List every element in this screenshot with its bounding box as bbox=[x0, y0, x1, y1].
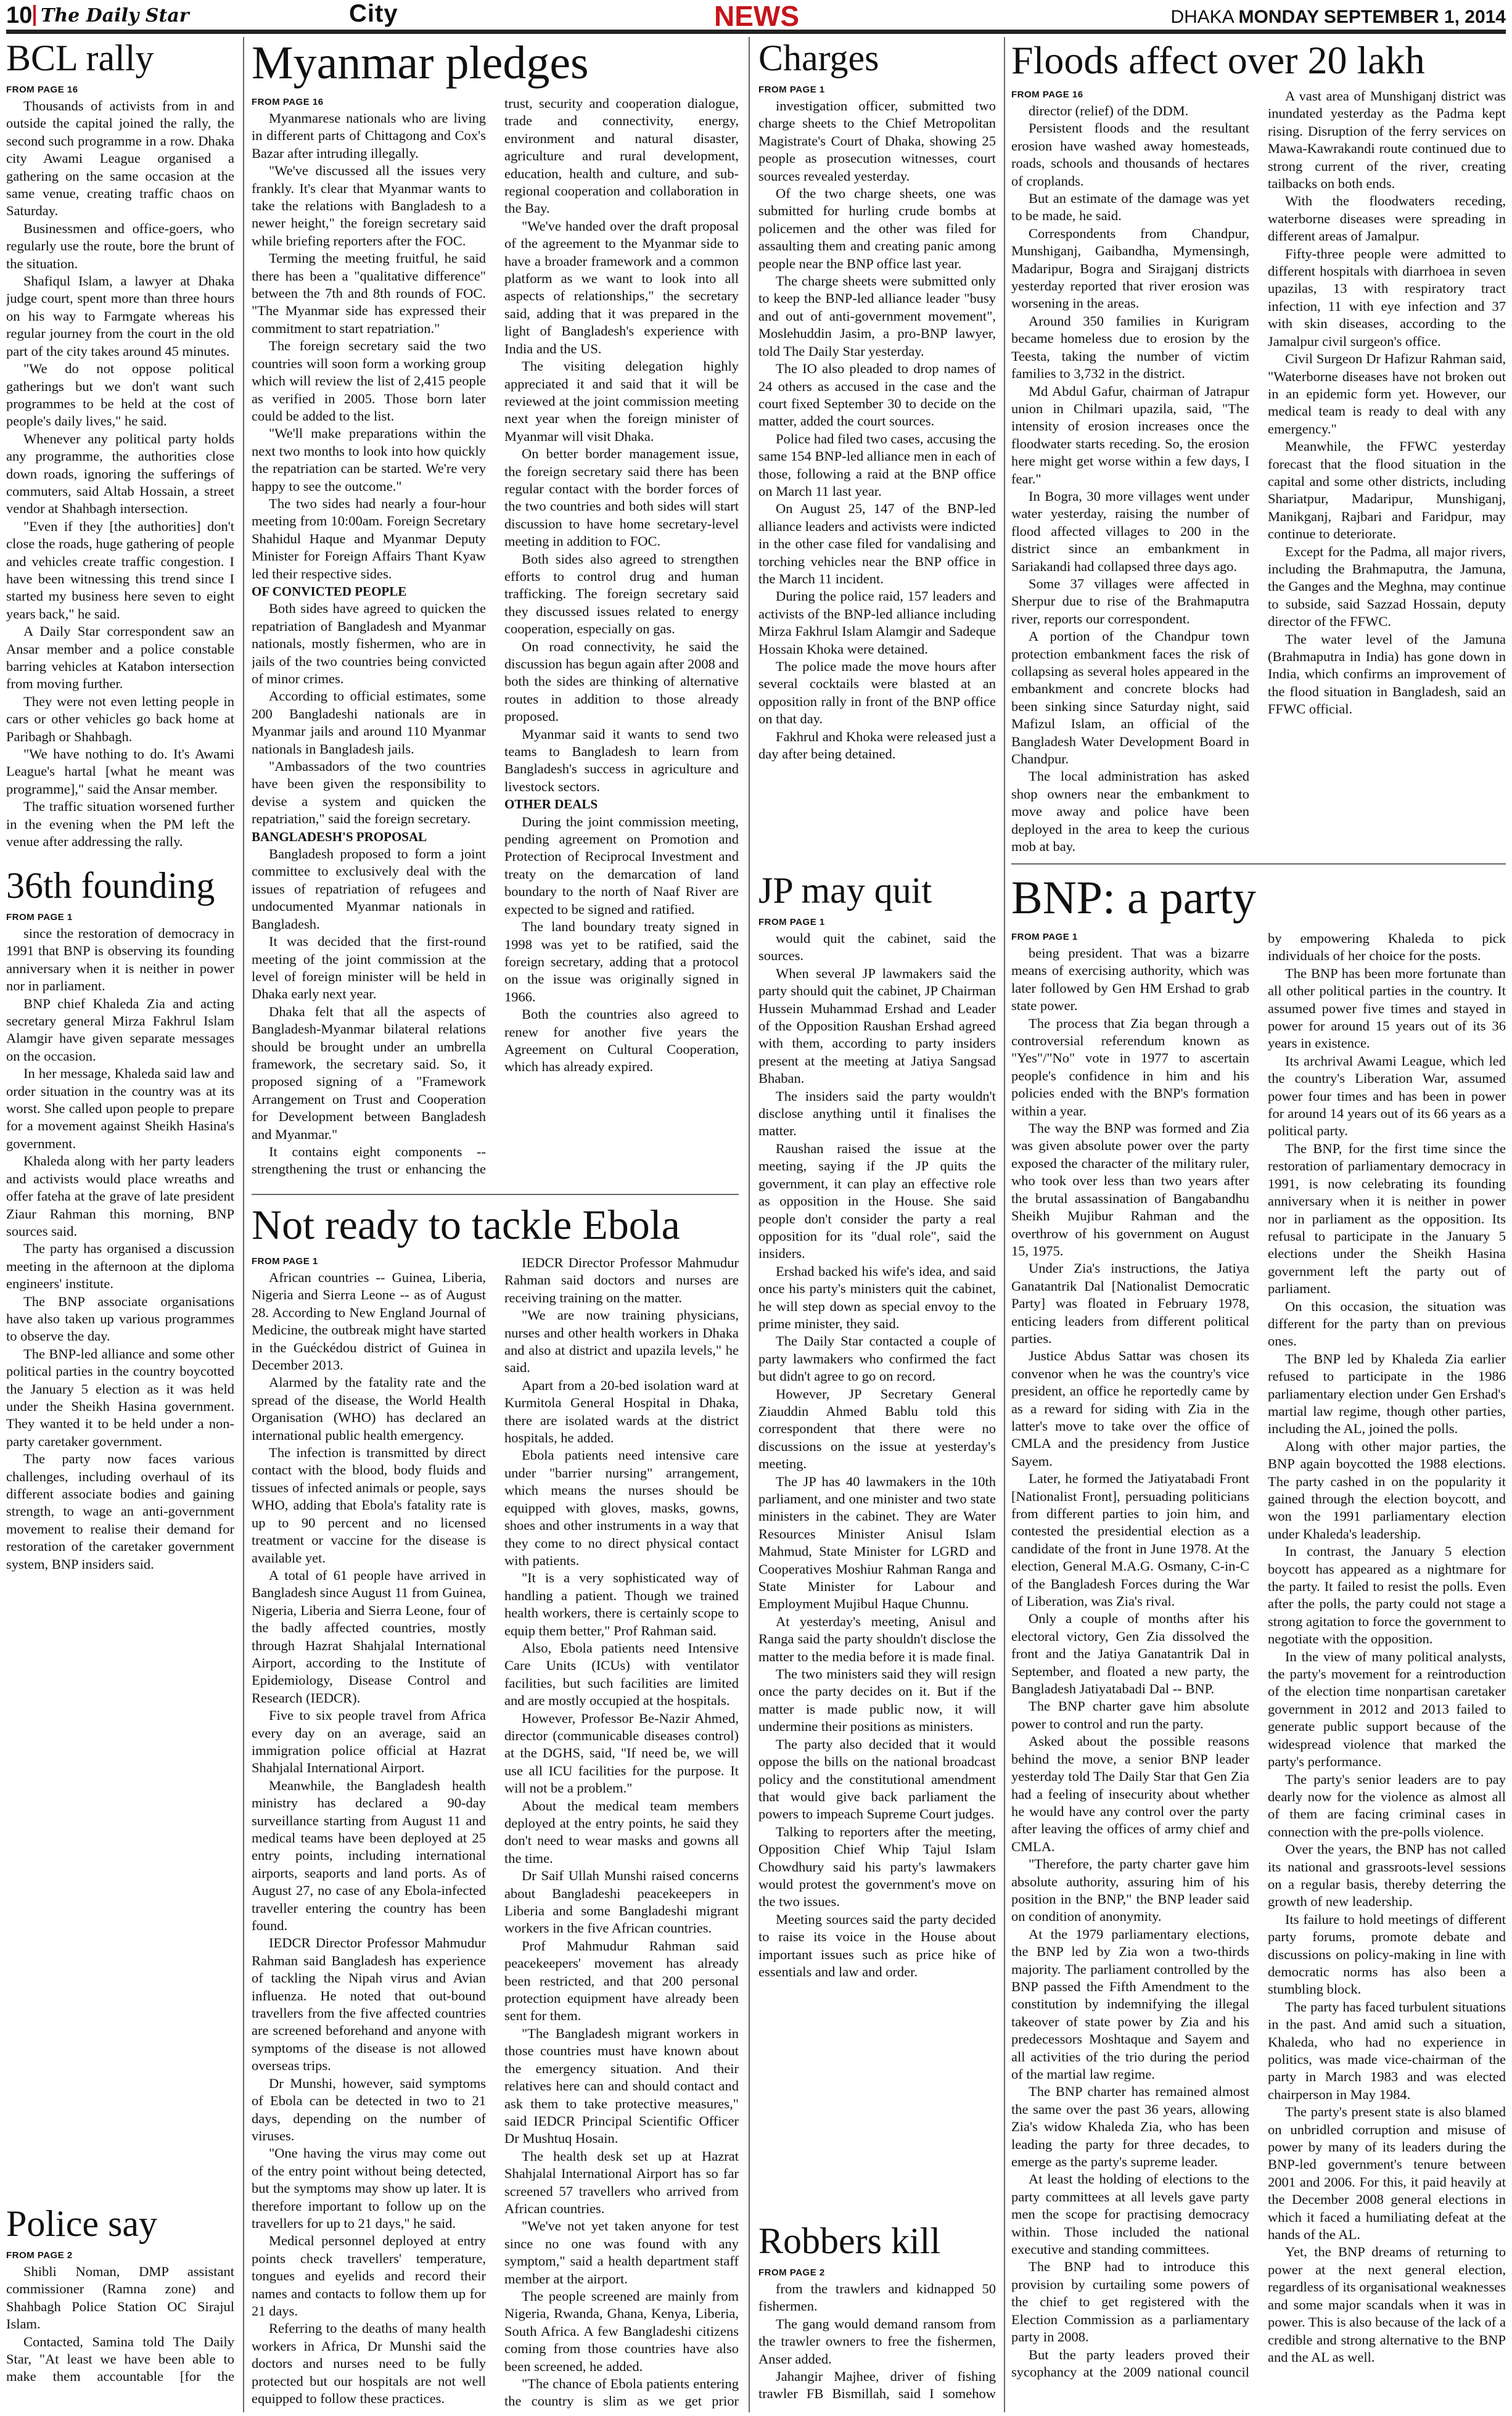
article-body bbox=[6, 83, 234, 856]
article-body bbox=[6, 2248, 234, 2411]
paragraph: Dr Saif Ullah Munshi raised concerns about Bangladeshi peacekeepers in Liberia and some Bangladeshi migrant workers in the five African countries. bbox=[504, 1868, 739, 1936]
paragraph: BNP chief Khaleda Zia and acting secretary general Mirza Fakhrul Islam Alamgir have given separate messages on the occasion. bbox=[6, 995, 234, 1064]
paragraph: "We've not yet taken anyone for test since no one was found with any symptom," said a health department staff member at the airport. bbox=[504, 2218, 739, 2287]
headline: Police say bbox=[6, 2203, 157, 2244]
article-body bbox=[6, 910, 234, 2195]
paragraph: Businessmen and office-goers, who regularly use the route, bore the brunt of the situation. bbox=[6, 220, 234, 271]
paragraph: Only a couple of months after his electoral victory, Gen Zia dissolved the front and the Jatiya Ganatantrik Dal in September, and floated a new party, the Bangladesh Jatiyatabadi Dal -- BNP. bbox=[1011, 1611, 1249, 1697]
paragraph: "Therefore, the party charter gave him absolute authority, assuring him of his position in the BNP," the BNP leader said on condition of anonymity. bbox=[1011, 1856, 1249, 1925]
issue-date bbox=[1170, 6, 1506, 28]
article-body bbox=[252, 1254, 739, 2411]
paragraph: During the police raid, 157 leaders and activists of the BNP-led alliance including Mirza Fakhrul Islam Alamgir and Sadeque Hossain Khoka were detained. bbox=[758, 588, 996, 657]
paragraph: "One having the virus may come out of the entry point without being detected, but the symptoms may show up later. It is therefore important to follow up on the travellers for up to 21 days," he said. bbox=[252, 2145, 486, 2231]
article-body bbox=[1011, 88, 1506, 856]
paragraph: A Daily Star correspondent saw an Ansar member and a police constable barring vehicles at Katabon intersection from moving further. bbox=[6, 623, 234, 692]
paragraph: The infection is transmitted by direct contact with the blood, body fluids and tissues of infected animals or people, says WHO, adding that Ebola's fatality rate is up to 90 percent and no licensed treatment or vaccine for the disease is available yet. bbox=[252, 1445, 486, 1566]
column-rule bbox=[243, 37, 244, 2412]
paragraph: Fifty-three people were admitted to different hospitals with diarrhoea in seven upazilas, 13 with respiratory tract infection, 11 with eye infection and 37 with skin diseases, according to the Jamalpur civil surgeon's office. bbox=[1268, 245, 1506, 349]
masthead bbox=[6, 2, 1506, 34]
paragraph: Also, Ebola patients need Intensive Care Units (ICUs) with ventilator facilities, but such facilities are limited and are mostly occupied at the hospitals. bbox=[504, 1640, 739, 1709]
headline: Charges bbox=[758, 38, 879, 78]
paragraph: It contains eight components -- strengthening the trust or enhancing the trust, security and cooperation dialogue, trade and connectivity, energy, environment and natural disaster, agriculture and rural development, education, health and culture, and sub-regional cooperation and collaboration in the Bay. bbox=[252, 96, 739, 1177]
headline: Myanmar pledges bbox=[252, 37, 589, 89]
paragraph: A vast area of Munshiganj district was inundated yesterday as the Padma kept rising. Disruption of the ferry services on Mawa-Kawrakandi route continued due to strong current of the river, creating tailbacks on both ends. bbox=[1268, 88, 1506, 192]
paragraph: The gang would demand ransom from the trawler owners to free the fishermen, Anser added. bbox=[758, 2315, 996, 2367]
column-rule bbox=[749, 37, 750, 2412]
paragraph: Talking to reporters after the meeting, Opposition Chief Whip Tajul Islam Chowdhury said his party's lawmakers would protest the government's move on the two issues. bbox=[758, 1823, 996, 1910]
paragraph: Around 350 families in Kurigram became homeless due to erosion by the Teesta, taking the number of victim families to 3,732 in the district. bbox=[1011, 313, 1249, 382]
paragraph: Prof Mahmudur Rahman said peacekeepers' movement has already been restricted, and that 200 personal protection equipment have already been sent for them. bbox=[504, 1937, 739, 2024]
paragraph: The party also decided that it would oppose the bills on the national broadcast policy and the constitutional amendment that would give back parliament the powers to impeach Supreme Court judges. bbox=[758, 1736, 996, 1822]
paragraph: Fakhrul and Khoka were released just a day after being detained. bbox=[758, 728, 996, 762]
paragraph: But the party leaders proved their sycophancy at the 2009 national council by empowering Khaleda to pick individuals of her choice for the posts. bbox=[1011, 931, 1506, 2380]
subhead: OTHER DEALS bbox=[504, 797, 598, 812]
paragraph: According to official estimates, some 200 Bangladeshi nationals are in Myanmar jails and around 110 Myanmar nationals in Bangladesh jails. bbox=[252, 688, 486, 757]
paragraph: The JP has 40 lawmakers in the 10th parliament, and one minister and two state ministers in the cabinet. They are Water Resources Minister Anisul Islam Mahmud, State Minister for LGRD and Cooperatives Moshiur Rahman Ranga and State Minister for Labour and Employment Mujibul Haque Chunnu. bbox=[758, 1473, 996, 1612]
dateline: FROM PAGE 1 bbox=[758, 917, 825, 927]
dateline: FROM PAGE 1 bbox=[1011, 932, 1078, 942]
paragraph: "The Bangladesh migrant workers in those countries must have known about the emergency situation. And their relatives here can and should contact and ask them to take protective measures," said IEDCR Principal Scientific Officer Dr Mushtuq Hosain. bbox=[504, 2025, 739, 2147]
paragraph: The party's present state is also blamed on unbridled corruption and misuse of power by many of its leaders during the BNP-led government's tenure between 2001 and 2006. For this, it paid heavily at the December 2008 general elections in which it faced a humiliating defeat at the hands of the AL. bbox=[1268, 2104, 1506, 2243]
section-name: City bbox=[349, 0, 398, 27]
paragraph: Of the two charge sheets, one was submitted for hurling crude bombs at policemen and the other was filed for assaulting them and creating panic among people near the BNP office last year. bbox=[758, 186, 996, 271]
dateline: FROM PAGE 16 bbox=[6, 84, 78, 95]
paragraph: The party has organised a discussion meeting in the afternoon at the diploma engineers' institute. bbox=[6, 1241, 234, 1292]
paragraph: "We do not oppose political gatherings but we don't want such programmes to be held at the cost of people's daily lives," he said. bbox=[6, 361, 234, 429]
paragraph: The IO also pleaded to drop names of 24 others as accused in the case and the court fixed September 30 to decide on the matter, added the court sources. bbox=[758, 361, 996, 429]
paragraph: In contrast, the January 5 election boycott has appeared as a nightmare for the party. It failed to resist the polls. Even after the polls, the party could not stage a strong agitation to force the government to negotiate with the opposition. bbox=[1268, 1543, 1506, 1647]
paragraph: The way the BNP was formed and Zia was given absolute power over the party exposed the character of the military ruler, who took over less than two years after the brutal assassination of Bangabandhu Sheikh Mujibur Rahman and the overthrow of his government on August 15, 1975. bbox=[1011, 1120, 1249, 1259]
headline: Not ready to tackle Ebola bbox=[252, 1201, 680, 1248]
paragraph: Except for the Padma, all major rivers, including the Brahmaputra, the Jamuna, the Ganges and the Meghna, may continue to subside, said Sazzad Hossain, deputy director of the FFWC. bbox=[1268, 543, 1506, 630]
dateline: FROM PAGE 1 bbox=[758, 84, 825, 95]
paragraph: The BNP charter has remained almost the same over the past 36 years, allowing Zia's widow Khaleda Zia, who has been leading the party for three decades, to emerge as the party's supreme leader. bbox=[1011, 2084, 1249, 2170]
masthead-divider bbox=[33, 5, 36, 26]
paragraph: Dhaka felt that all the aspects of Bangladesh-Myanmar bilateral relations should be brought under an umbrella framework, the secretary said. So, it proposed signing of a "Framework Arrangement on Trust and Cooperation for Development between Bangladesh and Myanmar." bbox=[252, 1003, 486, 1142]
paragraph: IEDCR Director Professor Mahmudur Rahman said Bangladesh has experience of tackling the Nipah virus and Avian influenza. He noted that out-bound travellers from the five affected countries are screened beforehand and anyone with symptoms of the disease is not allowed overseas trips. bbox=[252, 1935, 486, 2074]
paragraph: In Bogra, 30 more villages went under water yesterday, raising the number of flood affected villages to 200 in the district since an embankment in Sariakandi had collapsed three days ago. bbox=[1011, 488, 1249, 574]
article-robbers-kill bbox=[758, 2220, 996, 2412]
page-number: 10 bbox=[6, 2, 33, 28]
paragraph: The BNP had to introduce this provision by curtailing some powers of the chief to get registered with the Election Commission as a parliamentary party in 2008. bbox=[1011, 2259, 1249, 2345]
paragraph: Myanmar said it wants to send two teams to Bangladesh to learn from Bangladesh's success in agriculture and livestock sectors. bbox=[504, 726, 739, 794]
paragraph: "Even if they [the authorities] don't close the roads, huge gathering of people and vehicles create traffic congestion. I have been witnessing this trend since I started my business here seven to eight years back," he said. bbox=[6, 518, 234, 622]
paragraph: Ebola patients need intensive care under "barrier nursing" arrangement, which means the nurses should be equipped with gloves, masks, gowns, shoes and other instruments in a way that they come to no direct physical contact with patients. bbox=[504, 1447, 739, 1568]
paragraph: In her message, Khaleda said law and order situation in the country was at its worst. She called upon people to prepare for a movement against Sheikh Hasina's government. bbox=[6, 1066, 234, 1151]
paragraph: Ershad backed his wife's idea, and said once his party's ministers quit the cabinet, he will step down as special envoy to the prime minister, they said. bbox=[758, 1263, 996, 1331]
subhead: BANGLADESH'S PROPOSAL bbox=[252, 829, 427, 844]
paragraph: Over the years, the BNP has not called its national and grassroots-level sessions on a regular basis, thereby deterring the growth of new leadership. bbox=[1268, 1841, 1506, 1910]
paragraph: African countries -- Guinea, Liberia, Nigeria and Sierra Leone -- as of August 28. According to New England Journal of Medicine, the outbreak might have started in the Guéckédou district of Guinea in December 2013. bbox=[252, 1270, 486, 1373]
headline: BNP: a party bbox=[1011, 872, 1256, 924]
article-not-ready-ebola bbox=[252, 1199, 739, 2412]
paragraph: The BNP has been more fortunate than all other political parties in the country. It assumed power five times and stayed in power for around 15 years out of its 36 years in existence. bbox=[1268, 965, 1506, 1051]
paragraph: Alarmed by the fatality rate and the spread of the disease, the World Health Organisation (WHO) has declared an international public health emergency. bbox=[252, 1374, 486, 1443]
paragraph: "We are now training physicians, nurses and other health workers in Dhaka and also at district and upazila levels," he said. bbox=[504, 1307, 739, 1376]
article-36th-founding bbox=[6, 865, 234, 2196]
paragraph: Correspondents from Chandpur, Munshiganj, Gaibandha, Mymensingh, Madaripur, Bogra and Sirajganj districts yesterday reported that river erosion was worsening in the areas. bbox=[1011, 225, 1249, 311]
dateline: FROM PAGE 1 bbox=[6, 912, 73, 922]
paragraph: Apart from a 20-bed isolation ward at Kurmitola General Hospital in Dhaka, there are isolated wards at the district hospitals, he added. bbox=[504, 1377, 739, 1446]
paragraph: Along with other major parties, the BNP again boycotted the 1988 elections. The party cashed in on the popularity it gained through the election boycott, and won the 1991 parliamentary election under Khaleda's leadership. bbox=[1268, 1438, 1506, 1542]
paragraph: Shafiqul Islam, a lawyer at Dhaka judge court, spent more than three hours on his way to Farmgate whereas his regular journey from the court in the old part of the city takes around 45 minutes. bbox=[6, 273, 234, 359]
dateline: FROM PAGE 1 bbox=[252, 1256, 318, 1267]
headline: 36th founding bbox=[6, 865, 215, 906]
paragraph: On road connectivity, he said the discussion has begun again after 2008 and both the sides are thinking of alternative routes in addition to those already proposed. bbox=[504, 638, 739, 725]
dateline: FROM PAGE 2 bbox=[758, 2267, 825, 2278]
paragraph: Shibli Noman, DMP assistant commissioner (Ramna zone) and Shahbagh Police Station OC Sirajul Islam. bbox=[6, 2264, 234, 2332]
paragraph: On this occasion, the situation was different for the party than on previous ones. bbox=[1268, 1298, 1506, 1349]
paragraph: Meeting sources said the party decided to raise its voice in the House about important issues such as price hike of essentials and law and order. bbox=[758, 1911, 996, 1979]
headline: JP may quit bbox=[758, 870, 932, 911]
paragraph: At least the holding of elections to the party committees at all levels gave party men the scope for practising democracy within. Those included the national executive and standing committees. bbox=[1011, 2171, 1249, 2258]
paragraph: With the floodwaters receding, waterborne diseases were spreading in different areas of Jamalpur. bbox=[1268, 193, 1506, 244]
paragraph: "We'll make preparations within the next two months to look into how quickly the repatriation can be started. We're very happy to see the outcome." bbox=[252, 425, 486, 494]
paragraph: The people screened are mainly from Nigeria, Rwanda, Ghana, Kenya, Liberia, South Africa. A few Bangladeshi citizens coming from those countries have also been screened, he added. bbox=[504, 2288, 739, 2374]
paragraph: Its failure to hold meetings of different party forums, promote debate and discussions on policy-making in line with democratic norms has also been a stumbling block. bbox=[1268, 1911, 1506, 1997]
paragraph: Jahangir Majhee, driver of fishing trawler FB Bismillah, said I somehow bbox=[758, 2369, 996, 2402]
paragraph: On August 25, 147 of the BNP-led alliance leaders and activists were indicted in the other case filed for vandalising and torching vehicles near the BNP office in the March 11 incident. bbox=[758, 501, 996, 586]
paragraph: During the joint commission meeting, pending agreement on Promotion and Protection of Reciprocal Investment and treaty on the demarcation of land boundary to the north of Naaf River are expected to be signed and ratified. bbox=[504, 813, 739, 917]
date-city: DHAKA bbox=[1170, 7, 1234, 27]
paragraph: being president. That was a bizarre means of exercising authority, which was later followed by Gen HM Ershad to grab state power. bbox=[1011, 945, 1249, 1014]
article-body bbox=[758, 83, 996, 862]
headline: Robbers kill bbox=[758, 2221, 940, 2261]
article-charges bbox=[758, 37, 996, 863]
paragraph: Contacted, Samina told The Daily Star, "At least we have been able to make them accountable [for the bbox=[6, 2333, 234, 2385]
paragraph: Some 37 villages were affected in Sherpur due to rise of the Brahmaputra river, reports our correspondent. bbox=[1011, 575, 1249, 627]
paragraph: Referring to the deaths of many health workers in Africa, Dr Munshi said the doctors and nurses need to be fully protected but our hospitals are not well equipped to follow these practices. bbox=[252, 2320, 486, 2406]
paragraph: The charge sheets were submitted only to keep the BNP-led alliance leader "busy and out of anti-government movement", Moslehuddin Jasim, a pro-BNP lawyer, told The Daily Star yesterday. bbox=[758, 273, 996, 359]
paragraph: "Ambassadors of the two countries have been given the responsibility to devise a system and quicken the repatriation," said the foreign secretary. bbox=[252, 758, 486, 827]
paragraph: On better border management issue, the foreign secretary said there has been regular contact with the border forces of the two countries and both sides will start discussion to have home secretary-level meeting in addition to FOC. bbox=[504, 446, 739, 549]
paragraph: "We've handed over the draft proposal of the agreement to the Myanmar side to have a broader framework and a common platform as we want to look into all aspects of relationships," the secretary said, adding that it was prepared in the light of Bangladesh's experience with India and the US. bbox=[504, 218, 739, 356]
paragraph: The insiders said the party wouldn't disclose anything until it finalises the matter. bbox=[758, 1088, 996, 1139]
paragraph: The visiting delegation highly appreciated it and said that it will be reviewed at the joint commission meeting next year when the foreign minister of Myanmar will visit Dhaka. bbox=[504, 358, 739, 444]
paragraph: The foreign secretary said the two countries will soon form a working group which will review the list of 2,415 people as verified in 2005. Those born later could be added to the list. bbox=[252, 338, 486, 424]
paragraph: Asked about the possible reasons behind the move, a senior BNP leader yesterday told The Daily Star that Gen Zia had a feeling of insecurity about whether he would have any control over the party after leaving the offices of army chief and CMLA. bbox=[1011, 1733, 1249, 1854]
paragraph: A portion of the Chandpur town protection embankment faces the risk of collapsing as several holes appeared in the embankment and concrete blocks had been sinking since Saturday night, said Mafizul Islam, an official of the Bangladesh Water Development Board in Chandpur. bbox=[1011, 628, 1249, 767]
paragraph: Raushan raised the issue at the meeting, saying if the JP quits the government, it can play an effective role as opposition in the House. She said people don't consider the party a real opposition for its "dual role", said the insiders. bbox=[758, 1140, 996, 1262]
paragraph: The BNP associate organisations have also taken up various programmes to observe the day. bbox=[6, 1293, 234, 1344]
paragraph: Police had filed two cases, accusing the same 154 BNP-led alliance men in each of those, following a raid at the BNP office on March 11 last year. bbox=[758, 430, 996, 499]
paragraph: The traffic situation worsened further in the evening when the PM left the venue after addressing the rally. bbox=[6, 799, 234, 850]
paragraph: Civil Surgeon Dr Hafizur Rahman said, "Waterborne diseases have not broken out in an epidemic form yet. However, our medical team is ready to deal with any emergency." bbox=[1268, 351, 1506, 437]
section-label: NEWS bbox=[714, 0, 799, 32]
paragraph: The two ministers said they will resign once the party decides on it. But if the matter is made public now, it will undermine their positions as ministers. bbox=[758, 1666, 996, 1735]
paragraph: The party now faces various challenges, including overhaul of its different associate bodies and gaining strength, to wage an anti-government movement to realise their demand for restoration of the caretaker government system, BNP insiders said. bbox=[6, 1451, 234, 1572]
paragraph: The BNP-led alliance and some other political parties in the country boycotted the January 5 election as it was held under the Sheikh Hasina government. They wanted it to be held under a non-party caretaker government. bbox=[6, 1346, 234, 1449]
paragraph: Under Zia's instructions, the Jatiya Ganatantrik Dal [Nationalist Democratic Party] was floated in February 1978, enticing leaders from different political parties. bbox=[1011, 1260, 1249, 1346]
article-bnp-party bbox=[1011, 869, 1506, 2412]
paragraph: The two sides had nearly a four-hour meeting from 10:00am. Foreign Secretary Shahidul Haque and Myanmar Deputy Minister for Foreign Affairs Thant Kyaw led their respective sides. bbox=[252, 495, 486, 581]
paragraph: The water level of the Jamuna (Brahmaputra in India) has gone down in India, which confirms an improvement of the flood situation in Bangladesh, said an FFWC official. bbox=[1268, 631, 1506, 717]
paragraph: About the medical team members deployed at the entry points, he said they don't need to wear masks and gowns all the time. bbox=[504, 1798, 739, 1866]
paragraph: "It is a very sophisticated way of handling a patient. Though we trained health workers, there is certainly scope to equip them better," Prof Rahman said. bbox=[504, 1570, 739, 1638]
paragraph: The party has faced turbulent situations in the past. And amid such a situation, Khaleda, who had no experience in politics, was made vice-chairman of the party in March 1983 and was elected chairperson in May 1984. bbox=[1268, 1999, 1506, 2102]
paragraph: Both sides have agreed to quicken the repatriation of Bangladesh and Myanmar nationals, mostly fishermen, who are in jails of the two countries being convicted of minor crimes. bbox=[252, 601, 486, 686]
paragraph: The land boundary treaty signed in 1998 was yet to be ratified, said the foreign secretary, adding that a protocol on the issue was originally signed in 1966. bbox=[504, 919, 739, 1005]
paragraph: The party's senior leaders are to pay dearly now for the violence as almost all of them are facing criminal cases in connection with the pre-polls violence. bbox=[1268, 1771, 1506, 1839]
paragraph: Five to six people travel from Africa every day on an average, said an immigration police official at Hazrat Shahjalal International Airport. bbox=[252, 1707, 486, 1776]
paragraph: Meanwhile, the FFWC yesterday forecast that the flood situation in the capital and some other districts, including Shariatpur, Madaripur, Munshiganj, Manikganj, Rajbari and Faridpur, may continue to deteriorate. bbox=[1268, 438, 1506, 542]
headline: Floods affect over 20 lakh bbox=[1011, 38, 1425, 82]
headline: BCL rally bbox=[6, 38, 154, 78]
article-body bbox=[758, 915, 996, 2213]
paragraph: It was decided that the first-round meeting of the joint commission at the level of foreign minister will be held in Dhaka early next year. bbox=[252, 934, 486, 1002]
paragraph: would quit the cabinet, said the sources. bbox=[758, 931, 996, 964]
paragraph: Bangladesh proposed to form a joint committee to exclusively deal with the issues of repatriation of refugees and undocumented Myanmar nationals in Bangladesh. bbox=[252, 846, 486, 932]
paragraph: The health desk set up at Hazrat Shahjalal International Airport has so far screened 57 travellers who arrived from African countries. bbox=[504, 2148, 739, 2216]
paragraph: At yesterday's meeting, Anisul and Ranga said the party shouldn't disclose the matter to the media before it is made final. bbox=[758, 1613, 996, 1664]
paragraph: director (relief) of the DDM. bbox=[1029, 103, 1189, 118]
paragraph: The process that Zia began through a controversial referendum known as "Yes"/"No" vote in 1977 to ascertain people's confidence in him and his policies ended with the BNP's formation within a year. bbox=[1011, 1015, 1249, 1119]
paragraph: In the view of many political analysts, the party's movement for a reintroduction of the election time nonpartisan caretaker government in 2012 and 2013 failed to generate public support because of the widespread violence that marked the party's performance. bbox=[1268, 1648, 1506, 1770]
paragraph: Medical personnel deployed at entry points check travellers' temperature, tongues and eyelids and record their names and contacts to follow them up for 21 days. bbox=[252, 2233, 486, 2319]
paragraph: The Daily Star contacted a couple of party lawmakers who confirmed the fact but didn't agree to go on record. bbox=[758, 1333, 996, 1384]
paragraph: from the trawlers and kidnapped 50 fishermen. bbox=[758, 2281, 996, 2314]
paragraph: since the restoration of democracy in 1991 that BNP is observing its founding anniversary when it is neither in power nor in parliament. bbox=[6, 926, 234, 994]
paragraph: Thousands of activists from in and outside the capital joined the rally, the second such programme in a row. Dhaka city Awami League organised a gathering on the same occasion at the same venue, creating traffic chaos on Saturday. bbox=[6, 98, 234, 219]
article-body bbox=[1011, 930, 1506, 2411]
paragraph: Later, he formed the Jatiyatabadi Front [Nationalist Front], persuading politicians from different parties to join him, and contested the presidential election as a candidate of the front in June 1978. At the election, General M.A.G. Osmany, C-in-C of the Bangladesh Forces during the War of Liberation, was Zia's rival. bbox=[1011, 1471, 1249, 1609]
article-floods bbox=[1011, 37, 1506, 857]
dateline: FROM PAGE 2 bbox=[6, 2250, 73, 2261]
paragraph: Dr Munshi, however, said symptoms of Ebola can be detected in two to 21 days, depending on the number of viruses. bbox=[252, 2075, 486, 2143]
paragraph: Its archrival Awami League, which led the country's Liberation War, assumed power four times and has been in power for around 14 years out of its 66 years as a political party. bbox=[1268, 1053, 1506, 1139]
paragraph: When several JP lawmakers said the party should quit the cabinet, JP Chairman Hussein Muhammad Ershad and Leader of the Opposition Raushan Ershad agreed with them, according to party insiders present at the meeting at Jatiya Sangsad Bhaban. bbox=[758, 965, 996, 1087]
dateline: FROM PAGE 16 bbox=[252, 97, 324, 107]
paragraph: Whenever any political party holds any programme, the authorities close down roads, ignoring the sufferings of commuters, said Altab Hossain, a street vendor at Shahbagh intersection. bbox=[6, 430, 234, 517]
paragraph: The BNP, for the first time since the restoration of parliamentary democracy in 1991, is now celebrating its founding anniversary when it is neither in power nor in parliament as the opposition. Its refusal to participate in the January 5 elections under the Sheikh Hasina government left the party out of parliament. bbox=[1268, 1140, 1506, 1297]
newspaper-logo: The Daily Star bbox=[41, 5, 189, 27]
paragraph: Justice Abdus Sattar was chosen its convenor when he was the country's vice president, an office he reportedly came by as a reward for siding with Zia in the latter's move to take over the office of CMLA and the presidency from Justice Sayem. bbox=[1011, 1348, 1249, 1469]
article-jp-may-quit bbox=[758, 869, 996, 2214]
date-text: MONDAY SEPTEMBER 1, 2014 bbox=[1238, 7, 1506, 27]
paragraph: The local administration has asked shop owners near the embankment to move away and police have been deployed in the area to keep the curious mob at bay. bbox=[1011, 768, 1249, 855]
paragraph: At the 1979 parliamentary elections, the BNP led by Zia won a two-thirds majority. The parliament controlled by the BNP passed the Fifth Amendment to the constitution by indemnifying the illegal takeover of state power by Zia and his predecessors Moshtaque and Sayem and all activities of the trio during the period of the martial law regime. bbox=[1011, 1926, 1249, 2082]
paragraph: Persistent floods and the resultant erosion have washed away homesteads, roads, schools and thousands of hectares of croplands. bbox=[1011, 120, 1249, 189]
paragraph: However, JP Secretary General Ziauddin Ahmed Bablu told this correspondent that there were no discussions on the issue at yesterday's meeting. bbox=[758, 1386, 996, 1472]
paragraph: Both sides also agreed to strengthen efforts to control drug and human trafficking. The foreign secretary said they discussed issues related to energy cooperation, especially on gas. bbox=[504, 551, 739, 637]
paragraph: The BNP charter gave him absolute power to control and run the party. bbox=[1011, 1698, 1249, 1732]
paragraph: Khaleda along with her party leaders and activists would place wreaths and offer fateha at the grave of late president Ziaur Rahman this morning, BNP sources said. bbox=[6, 1153, 234, 1239]
article-police-say bbox=[6, 2203, 234, 2412]
paragraph: investigation officer, submitted two charge sheets to the Chief Metropolitan Magistrate's Court of Dhaka, showing 25 people as prosecution witnesses, court sources revealed yesterday. bbox=[758, 98, 996, 184]
paragraph: Terming the meeting fruitful, he said there has been a "qualitative difference" between the 7th and 8th rounds of FOC. "The Myanmar side has expressed their commitment to start repatriation." bbox=[252, 250, 486, 336]
paragraph: "We have nothing to do. It's Awami League's hartal [what he meant was programme]," said the Ansar member. bbox=[6, 746, 234, 797]
paragraph: Both the countries also agreed to renew for another five years the Agreement on Cultural Cooperation, which has already expired. bbox=[504, 1006, 739, 1075]
paragraph: A total of 61 people have arrived in Bangladesh since August 11 from Guinea, Nigeria, Liberia and Sierra Leone, four of the badly affected countries, mostly through Hazrat Shahjalal International Airport, according to the Institute of Epidemiology, Disease Control and Research (IEDCR). bbox=[252, 1567, 486, 1706]
article-myanmar-pledges bbox=[252, 35, 739, 1188]
paragraph: "We've discussed all the issues very frankly. It's clear that Myanmar wants to take the relations with Bangladesh to a newer height," the foreign secretary said while briefing reporters after the FOC. bbox=[252, 163, 486, 249]
article-bcl-rally bbox=[6, 37, 234, 857]
section-rule bbox=[252, 1194, 739, 1195]
paragraph: The police made the move hours after several cocktails were blasted at an opposition rally in front of the BNP office on that day. bbox=[758, 659, 996, 727]
paragraph: However, Professor Be-Nazir Ahmed, director (communicable diseases control) at the DGHS, said, "If need be, we will use all ICU facilities for the purpose. It will not be a problem." bbox=[504, 1710, 739, 1796]
paragraph: Md Abdul Gafur, chairman of Jatrapur union in Chilmari upazila, said, "The intensity of erosion increases once the floodwater starts receding. So, the erosion here might get worse within a few days, I fear." bbox=[1011, 383, 1249, 487]
dateline: FROM PAGE 16 bbox=[1011, 89, 1083, 100]
article-body bbox=[252, 95, 739, 1186]
paragraph: The BNP led by Khaleda Zia earlier refused to participate in the 1986 parliamentary election under Gen Ershad's martial law regime, though other parties, including the AL, joined the polls. bbox=[1268, 1350, 1506, 1437]
paragraph: "The chance of Ebola patients entering the country is slim as we get prior bbox=[504, 2376, 739, 2409]
paragraph: They were not even letting people in cars or other vehicles go back home at Paribagh or Shahbagh. bbox=[6, 693, 234, 744]
paragraph: Yet, the BNP dreams of returning to power at the next general election, regardless of its organisational weaknesses and some major scandals when it was in power. This is also because of the lack of a credible and strong alternative to the BNP and the AL as well. bbox=[1268, 2244, 1506, 2365]
subhead: OF CONVICTED PEOPLE bbox=[252, 583, 407, 599]
article-body bbox=[758, 2266, 996, 2411]
column-rule bbox=[1004, 37, 1005, 2412]
paragraph: Myanmarese nationals who are living in different parts of Chittagong and Cox's Bazar after intruding illegally. bbox=[252, 110, 486, 161]
paragraph: IEDCR Director Professor Mahmudur Rahman said doctors and nurses are receiving training on the matter. bbox=[504, 1255, 739, 1305]
section-rule bbox=[1011, 863, 1506, 865]
paragraph: But an estimate of the damage was yet to be made, he said. bbox=[1011, 191, 1249, 224]
paragraph: Meanwhile, the Bangladesh health ministry has declared a 90-day surveillance starting from August 11 and medical teams have been deployed at 25 entry points, including international airports, seaports and land ports. As of August 27, no case of any Ebola-infected traveller entering the country has been found. bbox=[252, 1777, 486, 1934]
